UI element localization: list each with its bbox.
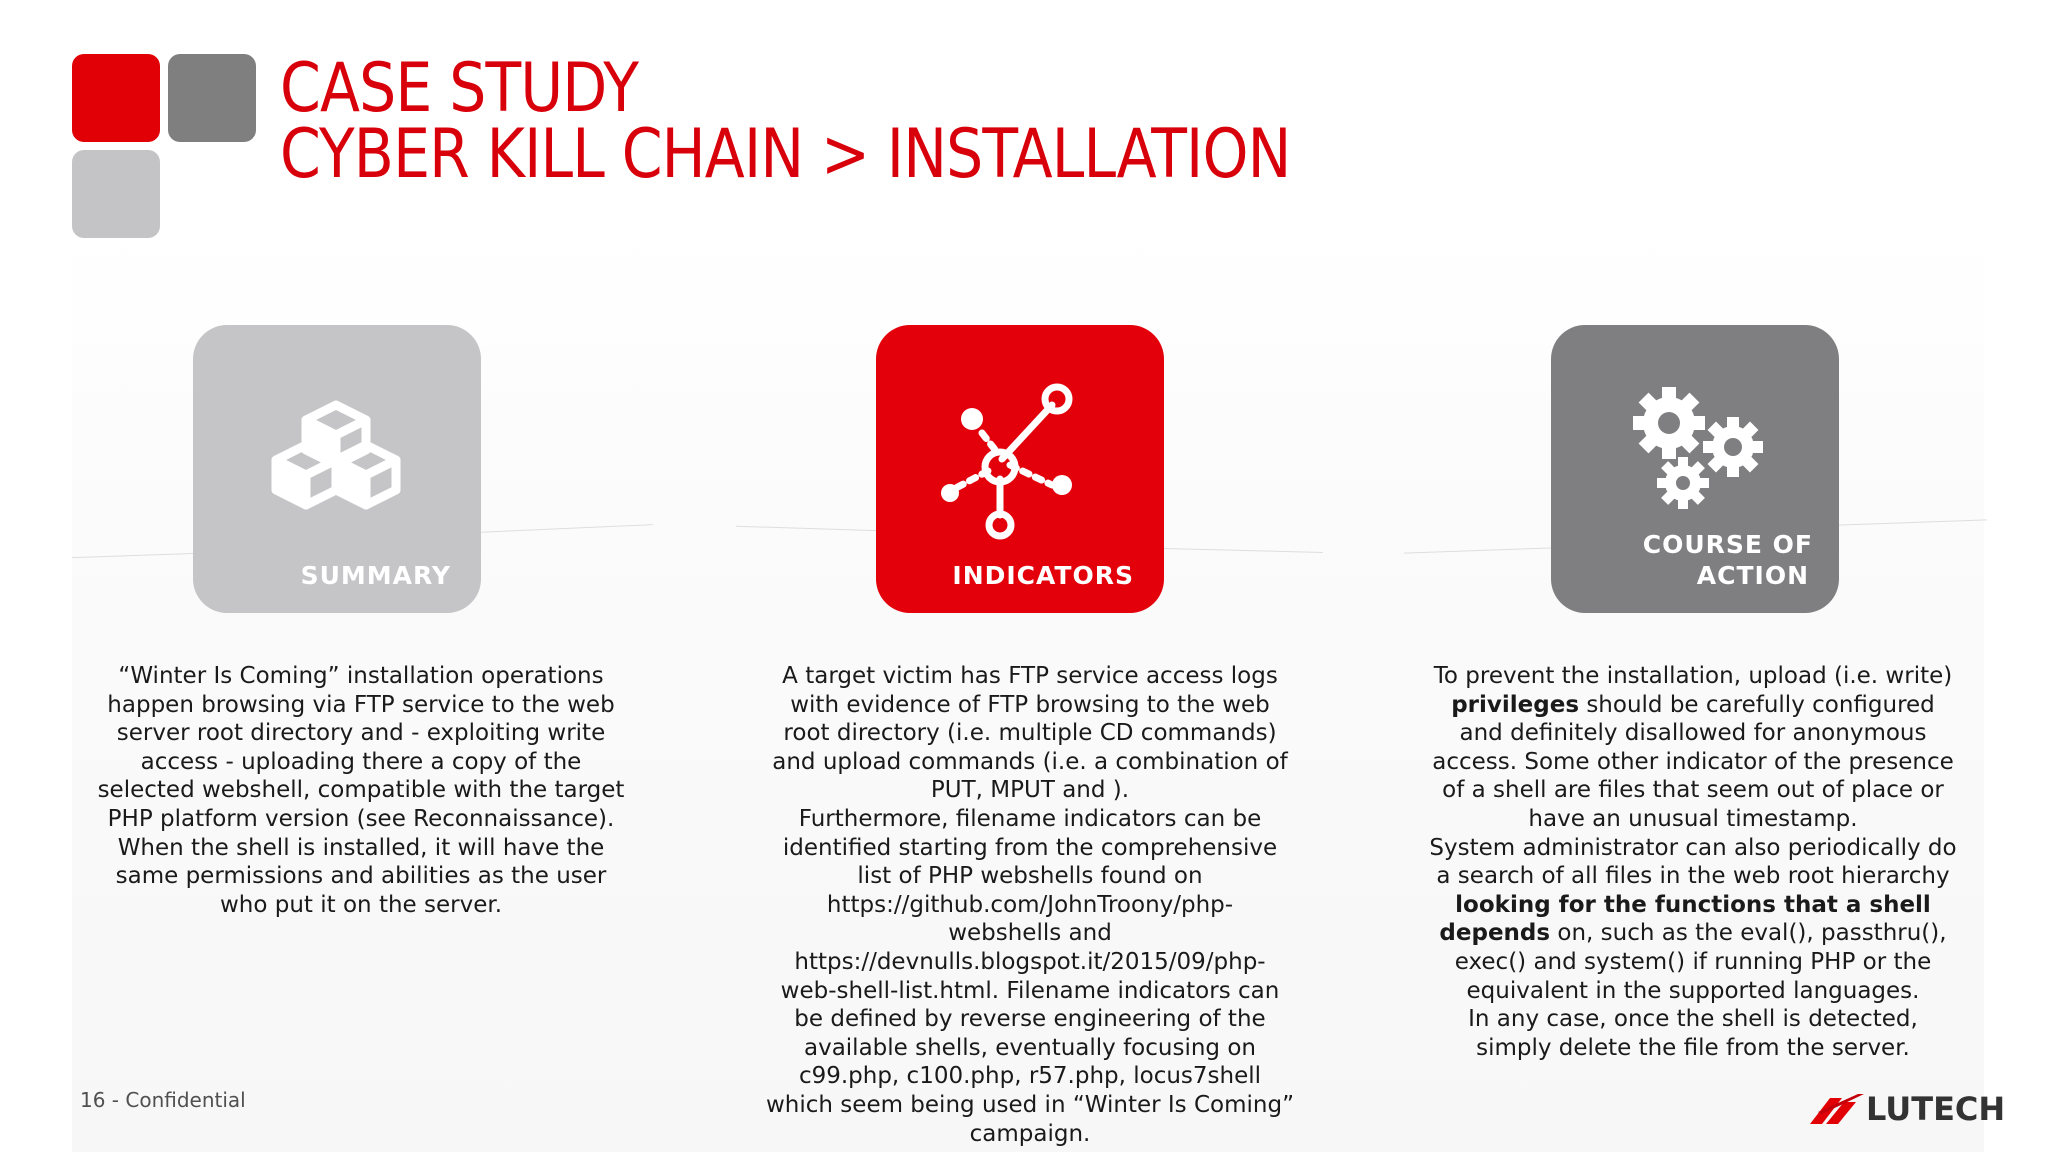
indicators-text-line: be defined by reverse engineering of the xyxy=(794,1006,1266,1033)
indicators-text-line: list of PHP webshells found on xyxy=(857,863,1203,890)
gears-icon xyxy=(1631,377,1771,517)
brand-square-dark xyxy=(168,54,256,142)
summary-text-line: same permissions and abilities as the user xyxy=(115,863,607,890)
lutech-logo-text: LUTECH xyxy=(1866,1090,2006,1128)
indicators-link-line[interactable]: https://github.com/JohnTroony/php- xyxy=(826,891,1234,918)
indicators-text-line: and upload commands (i.e. a combination of xyxy=(772,748,1288,775)
action-text-line xyxy=(1413,919,1973,948)
summary-card[interactable] xyxy=(193,325,481,613)
summary-text-line: server root directory and - exploiting write xyxy=(116,720,606,747)
action-bold-text: privileges xyxy=(1451,691,1580,718)
page-title xyxy=(280,49,1455,194)
course-of-action-text xyxy=(1413,662,1973,1062)
network-nodes-icon xyxy=(940,375,1090,545)
course-of-action-label-line-2: ACTION xyxy=(1696,561,1809,590)
title-line-1: CASE STUDY xyxy=(280,49,639,128)
summary-text-line: who put it on the server. xyxy=(219,891,503,918)
action-text-line: System administrator can also periodically do xyxy=(1429,834,1957,861)
summary-text-line: PHP platform version (see Reconnaissance). xyxy=(107,805,615,832)
course-of-action-label xyxy=(1642,529,1813,591)
action-text-line: and definitely disallowed for anonymous xyxy=(1459,720,1927,747)
action-text-line: To prevent the installation, upload (i.e. write) xyxy=(1433,663,1953,689)
action-text-line: In any case, once the shell is detected, xyxy=(1468,1006,1918,1033)
indicators-text-line: A target victim has FTP service access logs xyxy=(782,663,1278,689)
indicators-text-line: with evidence of FTP browsing to the web xyxy=(790,691,1270,718)
action-text-line: access. Some other indicator of the presence xyxy=(1432,748,1954,775)
course-of-action-label-line-1: COURSE OF xyxy=(1642,530,1813,559)
summary-text-line: access - uploading there a copy of the xyxy=(140,748,582,775)
indicators-text-line: campaign. xyxy=(969,1120,1091,1147)
indicators-text-line: identified starting from the comprehensive xyxy=(782,834,1278,861)
indicators-text-line: c99.php, c100.php, r57.php, locus7shell xyxy=(798,1063,1262,1090)
action-bold-text: depends xyxy=(1439,920,1551,947)
indicators-text-line: root directory (i.e. multiple CD commands) xyxy=(783,720,1277,747)
summary-text-line: “Winter Is Coming” installation operations xyxy=(118,663,604,689)
indicators-text-line: Furthermore, filename indicators can be xyxy=(798,805,1262,832)
action-text-line: of a shell are files that seem out of place or xyxy=(1442,777,1944,804)
indicators-label: INDICATORS xyxy=(952,561,1134,590)
brand-square-red xyxy=(72,54,160,142)
indicators-card[interactable] xyxy=(876,325,1164,613)
action-text-line: simply delete the file from the server. xyxy=(1476,1034,1910,1061)
indicators-text-line: which seem being used in “Winter Is Coming” xyxy=(766,1091,1294,1118)
summary-text-line: When the shell is installed, it will have the xyxy=(117,834,605,861)
summary-text xyxy=(81,662,641,919)
action-text-line: exec() and system() if running PHP or the xyxy=(1454,948,1932,975)
action-text-line xyxy=(1413,891,1973,920)
action-text-span: should be carefully configured xyxy=(1579,691,1935,718)
action-text-line: have an unusual timestamp. xyxy=(1528,805,1858,832)
page-number-confidential: 16 - Confidential xyxy=(80,1088,246,1112)
title-line-2: CYBER KILL CHAIN > INSTALLATION xyxy=(280,115,1291,194)
summary-text-line: selected webshell, compatible with the target xyxy=(97,777,625,804)
action-text-span: on, such as the eval(), passthru(), xyxy=(1550,920,1947,947)
summary-label: SUMMARY xyxy=(300,561,451,590)
cubes-icon xyxy=(261,395,411,525)
course-of-action-card[interactable] xyxy=(1551,325,1839,613)
indicators-link-line[interactable]: webshells and xyxy=(948,920,1112,947)
lutech-logo-mark-icon xyxy=(1808,1090,1868,1128)
action-text-line: a search of all files in the web root hierarchy xyxy=(1436,863,1950,890)
indicators-link-line[interactable]: https://devnulls.blogspot.it/2015/09/php- xyxy=(794,948,1266,975)
indicators-text xyxy=(750,662,1310,1148)
action-text-line xyxy=(1413,691,1973,720)
summary-text-line: happen browsing via FTP service to the web xyxy=(107,691,615,718)
lutech-logo xyxy=(1808,1090,2006,1128)
action-text-line: equivalent in the supported languages. xyxy=(1466,977,1920,1004)
brand-square-light xyxy=(72,150,160,238)
indicators-text-line: PUT, MPUT and ). xyxy=(930,777,1130,804)
indicators-text-line: web-shell-list.html. Filename indicators can xyxy=(780,977,1280,1004)
action-bold-text: looking for the functions that a shell xyxy=(1455,891,1931,918)
indicators-text-line: available shells, eventually focusing on xyxy=(803,1034,1256,1061)
